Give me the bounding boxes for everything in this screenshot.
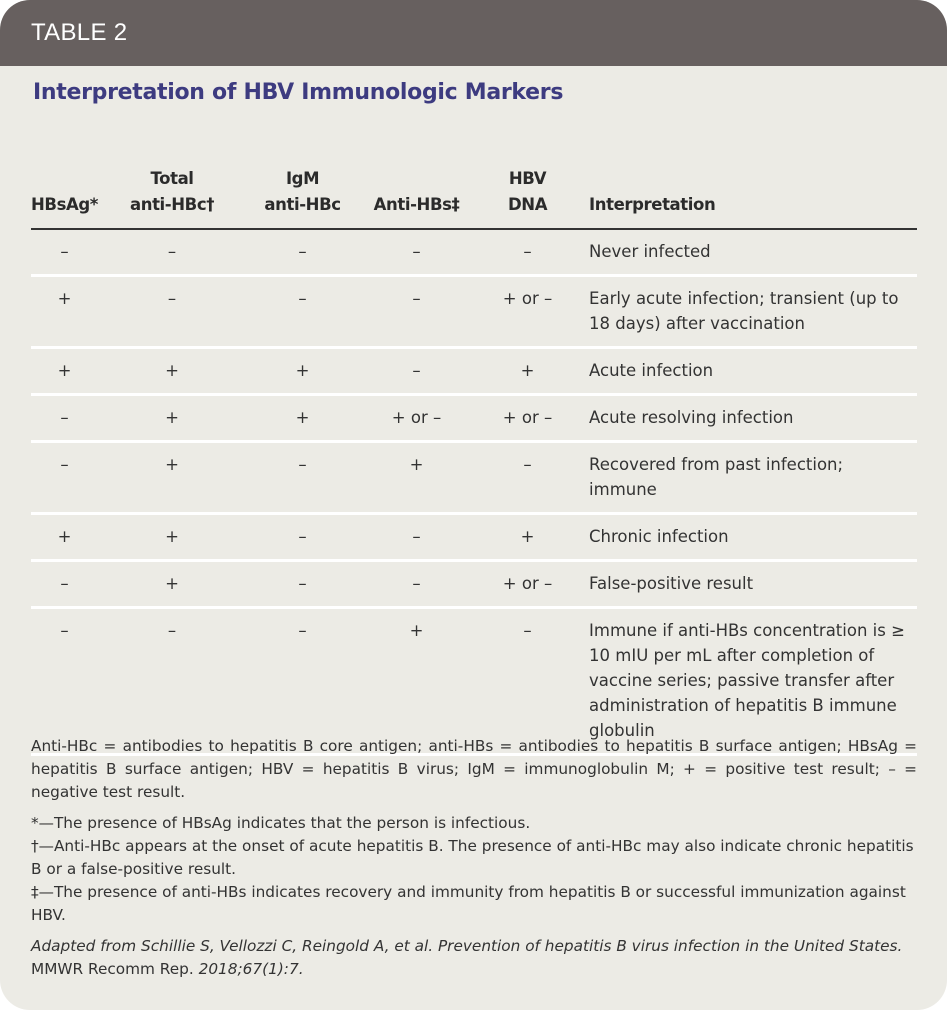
cell-igm-anti-hbc: – (246, 229, 359, 276)
cell-anti-hbs: + or – (359, 395, 474, 442)
cell-anti-hbs: + (359, 608, 474, 755)
cell-interpretation: Immune if anti-HBs concentration is ≥ 10 mIU per mL after completion of vaccine series; passive transfer after administration of hepatitis B immune globulin (581, 608, 917, 755)
table-row (31, 229, 917, 276)
header-igm-anti-hbc (246, 166, 359, 229)
header-line2: Anti-HBs‡ (373, 195, 460, 214)
footnotes (31, 812, 917, 927)
header-line2: anti-HBc (264, 195, 341, 214)
header-line2: HBsAg* (31, 195, 99, 214)
cell-total-anti-hbc: + (98, 442, 246, 514)
cell-total-anti-hbc: + (98, 561, 246, 608)
cell-anti-hbs: + (359, 442, 474, 514)
card-header (0, 0, 947, 66)
abbreviations-note: Anti-HBc = antibodies to hepatitis B core antigen; anti-HBs = antibodies to hepatitis B surface antigen; HBsAg = hepatitis B surface antigen; HBV = hepatitis B virus; IgM = immunoglobulin M; + = positive test result; – = negative test result. (31, 737, 917, 801)
cell-hbv-dna: + (474, 514, 581, 561)
header-interpretation (581, 166, 917, 229)
cell-hbsag: – (31, 395, 98, 442)
cell-hbv-dna: + or – (474, 561, 581, 608)
cell-interpretation: False-positive result (581, 561, 917, 608)
cell-hbv-dna: + or – (474, 276, 581, 348)
header-line2: Interpretation (589, 195, 716, 214)
hbv-markers-table (31, 166, 917, 756)
table-row (31, 514, 917, 561)
cell-igm-anti-hbc: – (246, 276, 359, 348)
cell-hbsag: – (31, 608, 98, 755)
cell-interpretation: Acute infection (581, 348, 917, 395)
cell-anti-hbs: – (359, 561, 474, 608)
cell-hbv-dna: – (474, 442, 581, 514)
header-line1: HBV (508, 169, 547, 188)
footnote-anti-hbs: ‡—The presence of anti-HBs indicates recovery and immunity from hepatitis B or successful immunization against HBV. (31, 883, 906, 924)
footnote-hbsag: *—The presence of HBsAg indicates that the person is infectious. (31, 814, 531, 832)
source-part1: Adapted from Schillie S, Vellozzi C, Reingold A, et al. Prevention of hepatitis B virus infection in the United States. (31, 937, 903, 955)
cell-hbsag: + (31, 348, 98, 395)
cell-igm-anti-hbc: – (246, 608, 359, 755)
cell-anti-hbs: – (359, 348, 474, 395)
table-row (31, 608, 917, 755)
header-hbsag (31, 166, 98, 229)
cell-interpretation: Never infected (581, 229, 917, 276)
cell-hbsag: + (31, 514, 98, 561)
cell-hbsag: – (31, 561, 98, 608)
cell-hbv-dna: + or – (474, 395, 581, 442)
cell-total-anti-hbc: + (98, 395, 246, 442)
header-line1: IgM (285, 169, 320, 188)
table-header-row (31, 166, 917, 229)
cell-interpretation: Chronic infection (581, 514, 917, 561)
cell-anti-hbs: – (359, 229, 474, 276)
cell-total-anti-hbc: – (98, 608, 246, 755)
cell-igm-anti-hbc: – (246, 514, 359, 561)
cell-hbv-dna: – (474, 608, 581, 755)
cell-total-anti-hbc: – (98, 276, 246, 348)
header-anti-hbs (359, 166, 474, 229)
header-hbv-dna (474, 166, 581, 229)
header-line1: Total (150, 169, 194, 188)
cell-total-anti-hbc: + (98, 514, 246, 561)
header-line2: DNA (507, 195, 548, 214)
table-row (31, 561, 917, 608)
table-label: TABLE 2 (31, 19, 128, 46)
cell-interpretation: Recovered from past infection; immune (581, 442, 917, 514)
cell-hbsag: – (31, 442, 98, 514)
table-title: Interpretation of HBV Immunologic Markers (33, 80, 564, 105)
header-total-anti-hbc (98, 166, 246, 229)
table-row (31, 276, 917, 348)
header-line2: anti-HBc† (129, 195, 215, 214)
cell-hbsag: + (31, 276, 98, 348)
source-journal: MMWR Recomm Rep. (31, 960, 199, 978)
cell-hbv-dna: + (474, 348, 581, 395)
source-part2: 2018;67(1):7. (198, 960, 304, 978)
cell-anti-hbs: – (359, 514, 474, 561)
cell-igm-anti-hbc: – (246, 442, 359, 514)
table-row (31, 442, 917, 514)
cell-igm-anti-hbc: + (246, 395, 359, 442)
cell-total-anti-hbc: – (98, 229, 246, 276)
footnote-total-anti-hbc: †—Anti-HBc appears at the onset of acute hepatitis B. The presence of anti-HBc may also indicate chronic hepatitis B or a false-positive result. (31, 837, 914, 878)
source-citation (31, 935, 917, 981)
table-row (31, 395, 917, 442)
cell-hbsag: – (31, 229, 98, 276)
table-notes (31, 735, 917, 981)
cell-anti-hbs: – (359, 276, 474, 348)
cell-igm-anti-hbc: – (246, 561, 359, 608)
cell-interpretation: Acute resolving infection (581, 395, 917, 442)
cell-interpretation: Early acute infection; transient (up to 18 days) after vaccination (581, 276, 917, 348)
cell-igm-anti-hbc: + (246, 348, 359, 395)
cell-total-anti-hbc: + (98, 348, 246, 395)
cell-hbv-dna: – (474, 229, 581, 276)
table-row (31, 348, 917, 395)
